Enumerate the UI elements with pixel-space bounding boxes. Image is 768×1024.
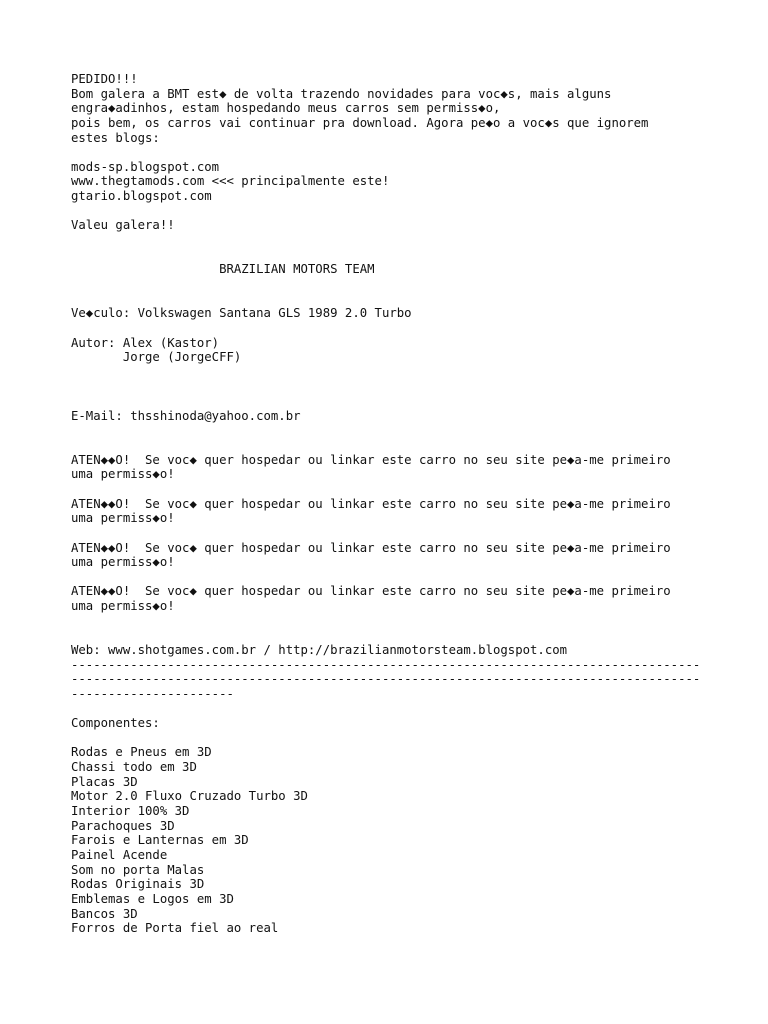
text-line: Farois e Lanternas em 3D (71, 833, 249, 848)
text-line (71, 394, 751, 409)
text-line: PEDIDO!!! (71, 72, 138, 86)
text-line: Jorge (JorgeCFF) (71, 350, 242, 365)
text-line: ATEN◆◆O! Se voc◆ quer hospedar ou linkar este carro no seu site pe◆a-me primeiro (71, 496, 671, 511)
text-line (71, 702, 751, 717)
text-line: ATEN◆◆O! Se voc◆ quer hospedar ou linkar este carro no seu site pe◆a-me primeiro (71, 452, 671, 467)
text-line: Ve◆culo: Volkswagen Santana GLS 1989 2.0 Turbo (71, 306, 412, 321)
text-line: engra◆adinhos, estam hospedando meus carros sem permiss◆o, (71, 101, 501, 116)
text-line: mods-sp.blogspot.com (71, 159, 220, 174)
text-line: Bom galera a BMT est◆ de volta trazendo novidades para voc◆s, mais alguns (71, 86, 612, 101)
text-line: Componentes: (71, 716, 160, 731)
text-line: Autor: Alex (Kastor) (71, 335, 220, 350)
text-line: gtario.blogspot.com (71, 189, 212, 204)
text-line: ATEN◆◆O! Se voc◆ quer hospedar ou linkar este carro no seu site pe◆a-me primeiro (71, 584, 671, 599)
text-line: ATEN◆◆O! Se voc◆ quer hospedar ou linkar este carro no seu site pe◆a-me primeiro (71, 540, 671, 555)
text-line (71, 423, 751, 438)
text-line (71, 482, 751, 497)
text-line: Web: www.shotgames.com.br / http://brazilianmotorsteam.blogspot.com (71, 642, 568, 657)
text-line (71, 204, 751, 219)
text-line: Bancos 3D (71, 906, 138, 921)
text-line: uma permiss◆o! (71, 555, 175, 570)
text-line: Som no porta Malas (71, 862, 205, 877)
text-line (71, 628, 751, 643)
text-line: Rodas Originais 3D (71, 877, 205, 892)
text-line (71, 248, 751, 263)
text-line: ------------------------------------------------------------------------------------- (71, 672, 701, 687)
text-line: ---------------------- (71, 686, 234, 701)
text-line (71, 233, 751, 248)
text-line (71, 379, 751, 394)
text-line (71, 277, 751, 292)
text-line: Forros de Porta fiel ao real (71, 921, 279, 936)
text-line: www.thegtamods.com <<< principalmente este! (71, 174, 390, 189)
text-line (71, 570, 751, 585)
text-line: Parachoques 3D (71, 818, 175, 833)
text-line: estes blogs: (71, 130, 160, 145)
text-line (71, 438, 751, 453)
text-line: Painel Acende (71, 847, 168, 862)
text-line: Rodas e Pneus em 3D (71, 745, 212, 760)
document-text (71, 72, 751, 936)
text-line (71, 614, 751, 629)
text-line (71, 321, 751, 336)
text-line: Placas 3D (71, 774, 138, 789)
text-line: uma permiss◆o! (71, 467, 175, 482)
text-line: uma permiss◆o! (71, 511, 175, 526)
text-line: uma permiss◆o! (71, 599, 175, 614)
text-line (71, 292, 751, 307)
text-line: Emblemas e Logos em 3D (71, 891, 234, 906)
text-line: Valeu galera!! (71, 218, 175, 233)
text-line (71, 526, 751, 541)
text-line: pois bem, os carros vai continuar pra download. Agora pe◆o a voc◆s que ignorem (71, 115, 649, 130)
text-line (71, 365, 751, 380)
text-line: E-Mail: thsshinoda@yahoo.com.br (71, 408, 301, 423)
text-line (71, 731, 751, 746)
text-line: Interior 100% 3D (71, 804, 190, 819)
text-line: ------------------------------------------------------------------------------------- (71, 657, 701, 672)
text-line: Chassi todo em 3D (71, 760, 197, 775)
text-line (71, 145, 751, 160)
text-line: Motor 2.0 Fluxo Cruzado Turbo 3D (71, 789, 308, 804)
text-line: BRAZILIAN MOTORS TEAM (71, 262, 375, 277)
